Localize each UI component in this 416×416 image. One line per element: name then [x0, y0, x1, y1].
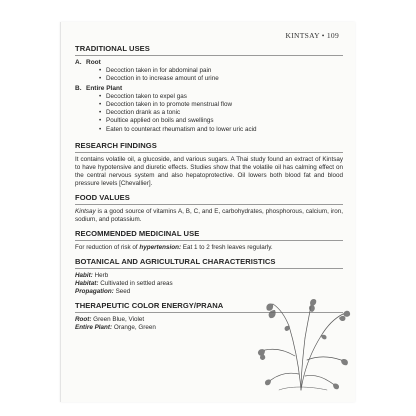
- section-title: FOOD VALUES: [75, 193, 130, 203]
- section-divider: [75, 240, 343, 241]
- section-title: TRADITIONAL USES: [75, 44, 150, 53]
- section-divider: [75, 55, 343, 56]
- list-item: • Eaten to counteract rheumatism and to lower uric acid: [99, 126, 343, 134]
- habit-row: [75, 272, 343, 280]
- food-text: is a good source of vitamins A, B, C, and E, carbohydrates, phosphorous, calcium, iron, sodium, and potassium.: [75, 208, 343, 224]
- subheading-label: Entire Plant: [86, 85, 123, 93]
- list-item: • Poultice applied on boils and swellings: [99, 117, 343, 125]
- section-divider: [75, 204, 343, 205]
- medicinal-use-section: [75, 229, 343, 252]
- food-values-section: [75, 193, 343, 224]
- section-title: BOTANICAL AND AGRICULTURAL CHARACTERISTICS: [75, 257, 276, 267]
- medicinal-paragraph: [75, 244, 343, 252]
- list-item: • Decoction taken to expel gas: [99, 93, 343, 101]
- celery-plant-sketch-icon: [249, 286, 353, 394]
- list-item: • Decoction drank as a tonic: [99, 109, 343, 117]
- list-item: • Decoction in to increase amount of urine: [99, 75, 343, 83]
- field-value: Green Blue, Violet: [91, 316, 145, 324]
- subheading-entire-plant: [75, 85, 343, 92]
- running-head: KINTSAY • 109: [285, 31, 339, 40]
- condition-term: hypertension:: [139, 244, 182, 252]
- field-value: Orange, Green: [112, 323, 156, 331]
- field-label: Habitat:: [75, 280, 99, 288]
- field-label: Habit:: [75, 272, 93, 280]
- subheading-label: Root: [86, 59, 101, 66]
- section-title: THERAPEUTIC COLOR ENERGY/PRANA: [75, 301, 224, 311]
- plant-name: Kintsay: [75, 208, 96, 216]
- section-divider: [75, 268, 343, 269]
- field-value: Cultivated in settled areas: [98, 280, 173, 288]
- food-paragraph: [75, 208, 343, 224]
- subheading-letter: A.: [75, 59, 82, 66]
- research-section: [75, 141, 343, 188]
- subheading-root: [75, 59, 343, 66]
- traditional-uses-section: [75, 44, 343, 134]
- field-label: Propagation:: [75, 288, 114, 296]
- medicinal-text-after: Eat 1 to 2 fresh leaves regularly.: [181, 244, 273, 252]
- section-divider: [75, 152, 343, 153]
- field-label: Entire Plant:: [75, 323, 113, 331]
- list-item: • Decoction taken in for abdominal pain: [99, 67, 343, 75]
- research-paragraph: It contains volatile oil, a glucoside, and various sugars. A Thai study found an extract of Kintsay to have hypotensive and diuretic effects. Studies show that the volatile oil has calming effect on the central nervous system and also hepatoprotective. Oil lowers both blood fat and blood pressure levels [Chevallier].: [75, 155, 343, 187]
- section-title: RECOMMENDED MEDICINAL USE: [75, 229, 200, 239]
- subheading-letter: B.: [75, 85, 82, 93]
- field-value: Herb: [92, 272, 109, 280]
- section-title: RESEARCH FINDINGS: [75, 140, 157, 150]
- list-item: • Decoction taken in to promote menstrual flow: [99, 101, 343, 109]
- book-page: [60, 22, 355, 402]
- field-value: Seed: [113, 288, 131, 296]
- root-uses-list: [99, 67, 343, 83]
- medicinal-text-before: For reduction of risk of: [75, 244, 140, 252]
- field-label: Root:: [75, 316, 92, 324]
- entire-plant-uses-list: [99, 93, 343, 133]
